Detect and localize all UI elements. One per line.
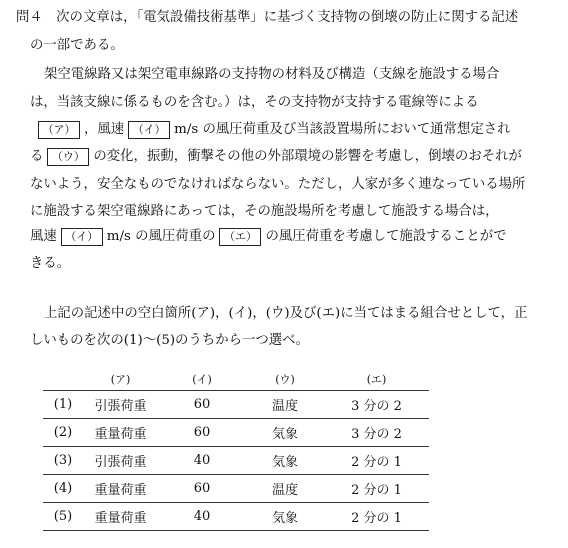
question-line-2: の一部である。: [30, 38, 124, 53]
choice-i-cell: 40: [158, 447, 246, 475]
passage-line-4: [30, 147, 522, 167]
choice-i-cell: 60: [158, 419, 246, 447]
table-header-u: (ウ): [275, 373, 295, 386]
passage-line-3-mid: ，風速: [84, 122, 125, 137]
table-row[interactable]: [43, 503, 429, 531]
choice-number: (2): [43, 419, 83, 447]
choice-u-cell: 温度: [246, 391, 324, 419]
passage-line-3-end: m/s の風圧荷重及び当該設置場所において通常想定され: [174, 122, 511, 137]
passage-line-1: 架空電線路又は架空電車線路の支持物の材料及び構造（支線を施設する場合: [44, 67, 500, 82]
passage-line-7: [30, 227, 507, 247]
table-row[interactable]: [43, 419, 429, 447]
blank-a-box: （ア）: [38, 121, 80, 139]
passage-line-6: に施設する架空電線路にあっては，その施設場所を考慮して施設する場合は，: [30, 204, 499, 219]
choice-number: (4): [43, 475, 83, 503]
passage-line-4-start: る: [30, 149, 44, 164]
choice-e-cell: 3 分の 2: [324, 419, 429, 447]
blank-i-box-2: （イ）: [61, 228, 103, 246]
choice-number: (3): [43, 447, 83, 475]
choice-e-cell: 2 分の 1: [324, 503, 429, 531]
choice-u-cell: 温度: [246, 475, 324, 503]
passage-line-4-end: の変化，振動，衝撃その他の外部環境の影響を考慮し，倒壊のおそれが: [93, 149, 522, 164]
choice-i-cell: 60: [158, 391, 246, 419]
table-header-num: [43, 368, 83, 391]
choice-u-cell: 気象: [246, 419, 324, 447]
choice-i-cell: 60: [158, 475, 246, 503]
table-header-row: [43, 368, 429, 391]
blank-i-box: （イ）: [128, 121, 170, 139]
passage-line-7-start: 風速: [30, 229, 57, 244]
blank-e-box: （エ）: [219, 228, 261, 246]
passage-line-3: [34, 120, 511, 140]
choice-u-cell: 気象: [246, 447, 324, 475]
question-line-1: 問４ 次の文章は，「電気設備技術基準」に基づく支持物の倒壊の防止に関する記述: [16, 10, 519, 25]
choice-a-cell: 引張荷重: [83, 447, 158, 475]
choice-a-cell: 重量荷重: [83, 503, 158, 531]
instruction-line-1: 上記の記述中の空白箇所(ア)，(イ)，(ウ)及び(エ)に当てはまる組合せとして，正: [44, 306, 528, 321]
table-row[interactable]: [43, 475, 429, 503]
choice-e-cell: 3 分の 2: [324, 391, 429, 419]
table-header-i: (イ): [192, 373, 212, 386]
choice-a-cell: 重量荷重: [83, 419, 158, 447]
choice-u-cell: 気象: [246, 503, 324, 531]
choice-i-cell: 40: [158, 503, 246, 531]
blank-u-box: （ウ）: [47, 148, 89, 166]
answer-choices-table: [43, 368, 429, 531]
choice-number: (5): [43, 503, 83, 531]
choice-e-cell: 2 分の 1: [324, 447, 429, 475]
choice-a-cell: 重量荷重: [83, 475, 158, 503]
table-header-e: (エ): [366, 373, 387, 386]
choice-a-cell: 引張荷重: [83, 391, 158, 419]
passage-line-8: きる。: [30, 256, 71, 271]
passage-line-7-mid: m/s の風圧荷重の: [106, 229, 216, 244]
table-row[interactable]: [43, 447, 429, 475]
choice-e-cell: 2 分の 1: [324, 475, 429, 503]
table-row[interactable]: [43, 391, 429, 419]
passage-line-5: ないよう，安全なものでなければならない。ただし，人家が多く連なっている場所: [30, 177, 526, 192]
passage-line-7-end: の風圧荷重を考慮して施設することがで: [265, 229, 507, 244]
passage-line-2: は，当該支線に係るものを含む。）は，その支持物が支持する電線等による: [30, 95, 479, 110]
choice-number: (1): [43, 391, 83, 419]
table-header-a: (ア): [110, 373, 131, 386]
instruction-line-2: しいものを次の(1)～(5)のうちから一つ選べ。: [30, 333, 309, 348]
